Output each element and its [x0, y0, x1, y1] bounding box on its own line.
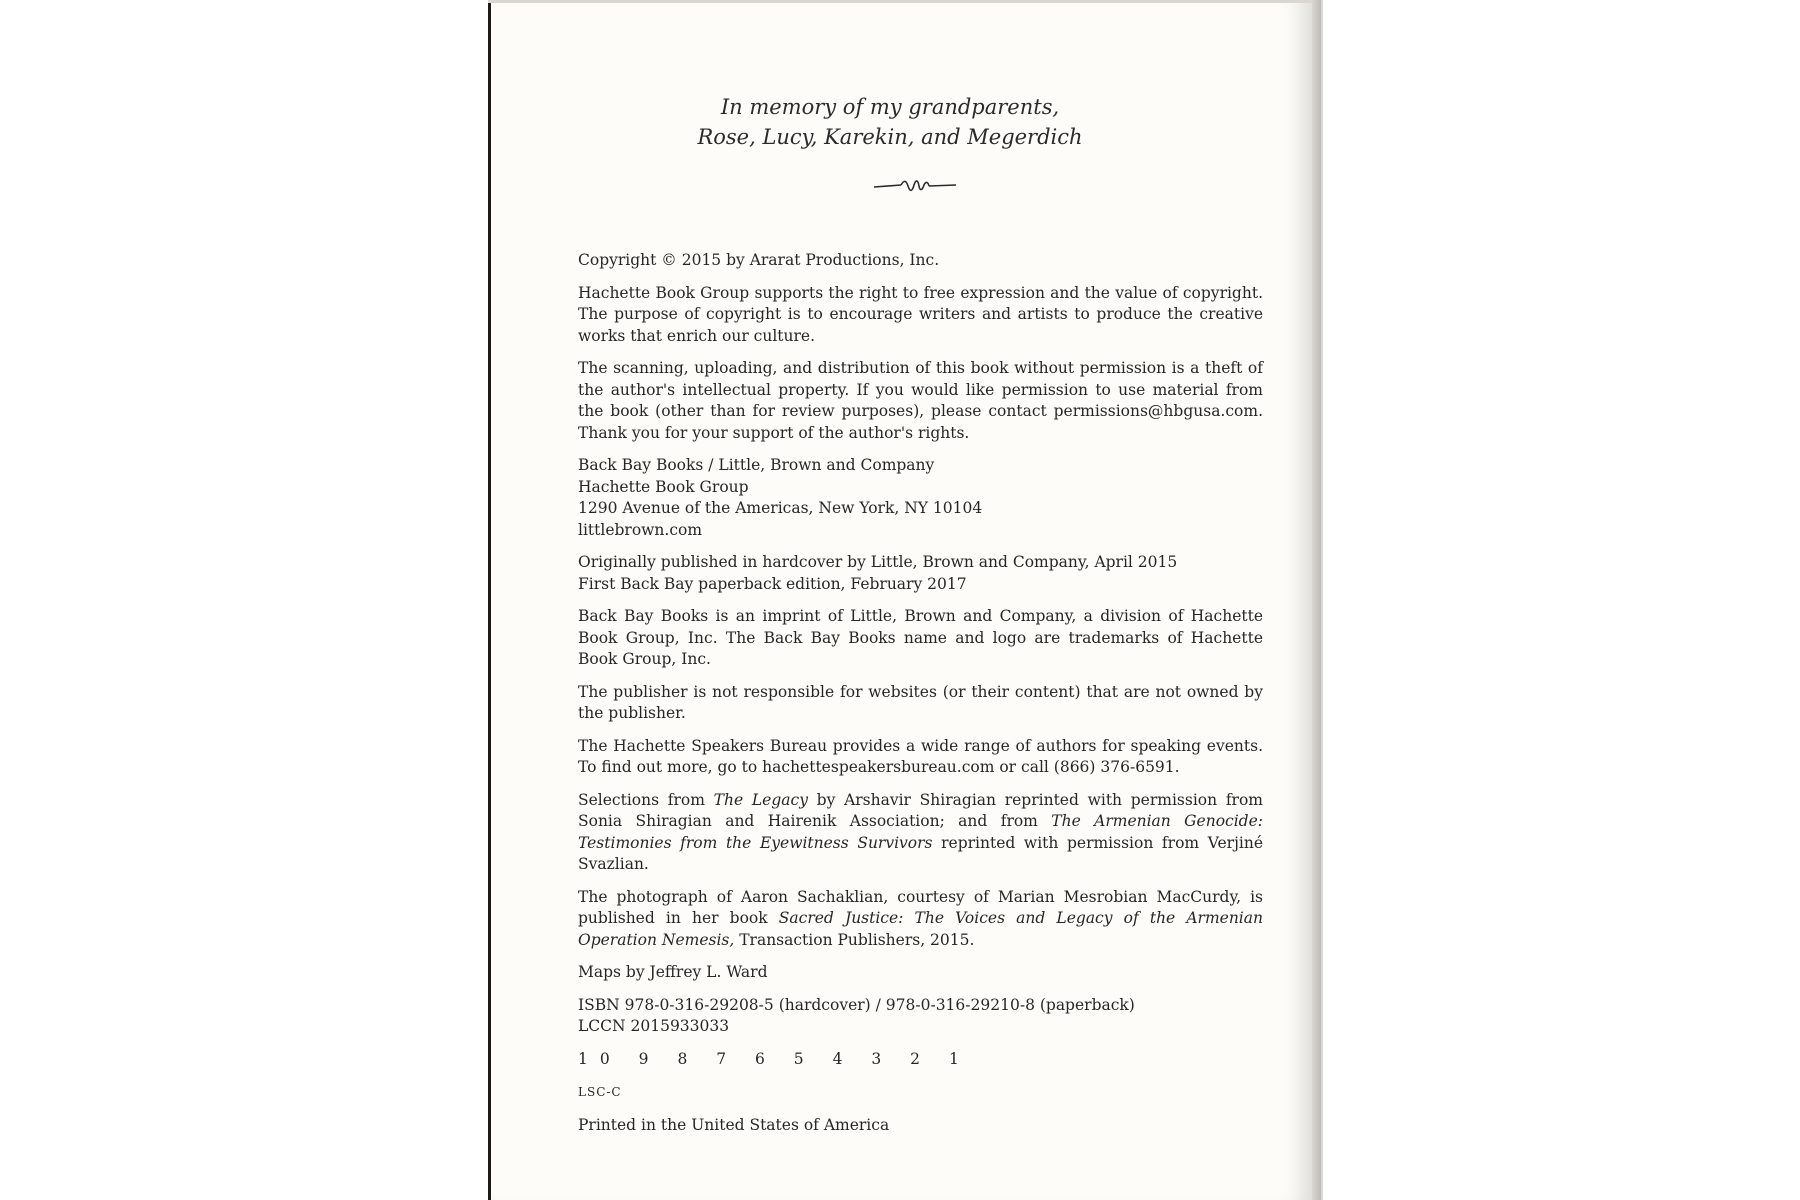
- printer-code: [578, 1081, 1263, 1104]
- dedication-line-1: In memory of my grandparents,: [720, 95, 1060, 119]
- photograph-book-title: Sacred Justice: The Voices and Legacy of the Armenian Operation Nemesis,: [578, 909, 1263, 949]
- maps-credit: Maps by Jeffrey L. Ward: [578, 963, 768, 981]
- publisher-website: littlebrown.com: [578, 520, 703, 539]
- publisher-address: [578, 455, 1263, 541]
- speakers-bureau-statement: The Hachette Speakers Bureau provides a wide range of authors for speaking events. To find out more, go to hachettespeakersbureau.com or call (866) 376-6591.: [578, 736, 1263, 776]
- imprint-statement: Back Bay Books is an imprint of Little, Brown and Company, a division of Hachette Book Group, Inc. The Back Bay Books name and logo are trademarks of Hachette Book Group, Inc.: [578, 607, 1263, 668]
- lccn-line: LCCN 2015933033: [578, 1017, 730, 1035]
- address-line-2: Hachette Book Group: [578, 477, 749, 496]
- page-top-edge: [488, 0, 1320, 3]
- printing-numbers: 10 9 8 7 6 5 4 3 2 1: [578, 1049, 971, 1068]
- address-line-1: Back Bay Books / Little, Brown and Company: [578, 456, 935, 474]
- isbn-block: [578, 995, 1263, 1038]
- printed-in: Printed in the United States of America: [578, 1115, 890, 1134]
- edition-line-2: First Back Bay paperback edition, February 2017: [578, 574, 967, 593]
- dedication-line-2: Rose, Lucy, Karekin, and Megerdich: [697, 125, 1083, 149]
- address-line-3: 1290 Avenue of the Americas, New York, NY 10104: [578, 499, 983, 517]
- websites-statement: The publisher is not responsible for websites (or their content) that are not owned by the publisher.: [578, 682, 1263, 722]
- edition-line-1: Originally published in hardcover by Little, Brown and Company, April 2015: [578, 553, 1178, 571]
- copyright-page-text: [578, 250, 1263, 1147]
- hachette-statement: Hachette Book Group supports the right to free expression and the value of copyright. The purpose of copyright is to encourage writers and artists to produce the creative works that enrich our culture.: [578, 283, 1263, 345]
- selections-title-2: The Armenian Genocide: Testimonies from the Eyewitness Survivors: [578, 812, 1263, 852]
- selections-text-2: by Arshavir Shiragian reprinted with permission from Sonia Shiragian and Hairenik Association; and from: [578, 790, 1263, 830]
- isbn-line: ISBN 978-0-316-29208-5 (hardcover) / 978-0-316-29210-8 (paperback): [578, 995, 1135, 1014]
- piracy-statement: The scanning, uploading, and distribution of this book without permission is a theft of the author's intellectual property. If you would like permission to use material from the book (other than for review purposes), please contact permissions@hbgusa.com. Thank you for your support of the author's rights.: [578, 359, 1263, 442]
- photograph-text-2: Transaction Publishers, 2015.: [734, 930, 975, 949]
- selections-text-1: Selections from: [578, 790, 714, 809]
- page-right-edge: [1312, 0, 1321, 1200]
- edition-history: [578, 552, 1263, 595]
- selections-title-1: The Legacy: [713, 790, 808, 809]
- copyright-line: Copyright © 2015 by Ararat Productions, Inc.: [578, 251, 940, 269]
- dedication: [650, 92, 1130, 152]
- copyright-notice: [578, 250, 1263, 272]
- printer-code-text: LSC-C: [578, 1085, 622, 1099]
- flourish-ornament-icon: [873, 178, 957, 194]
- selections-text-3: reprinted with permission from Verjiné Svazlian.: [578, 833, 1263, 873]
- printing-line: [578, 1049, 1263, 1071]
- selections-credit: [578, 790, 1263, 876]
- photograph-credit: [578, 887, 1263, 952]
- photograph-text-1: The photograph of Aaron Sachaklian, courtesy of Marian Mesrobian MacCurdy, is published in her book: [578, 887, 1263, 927]
